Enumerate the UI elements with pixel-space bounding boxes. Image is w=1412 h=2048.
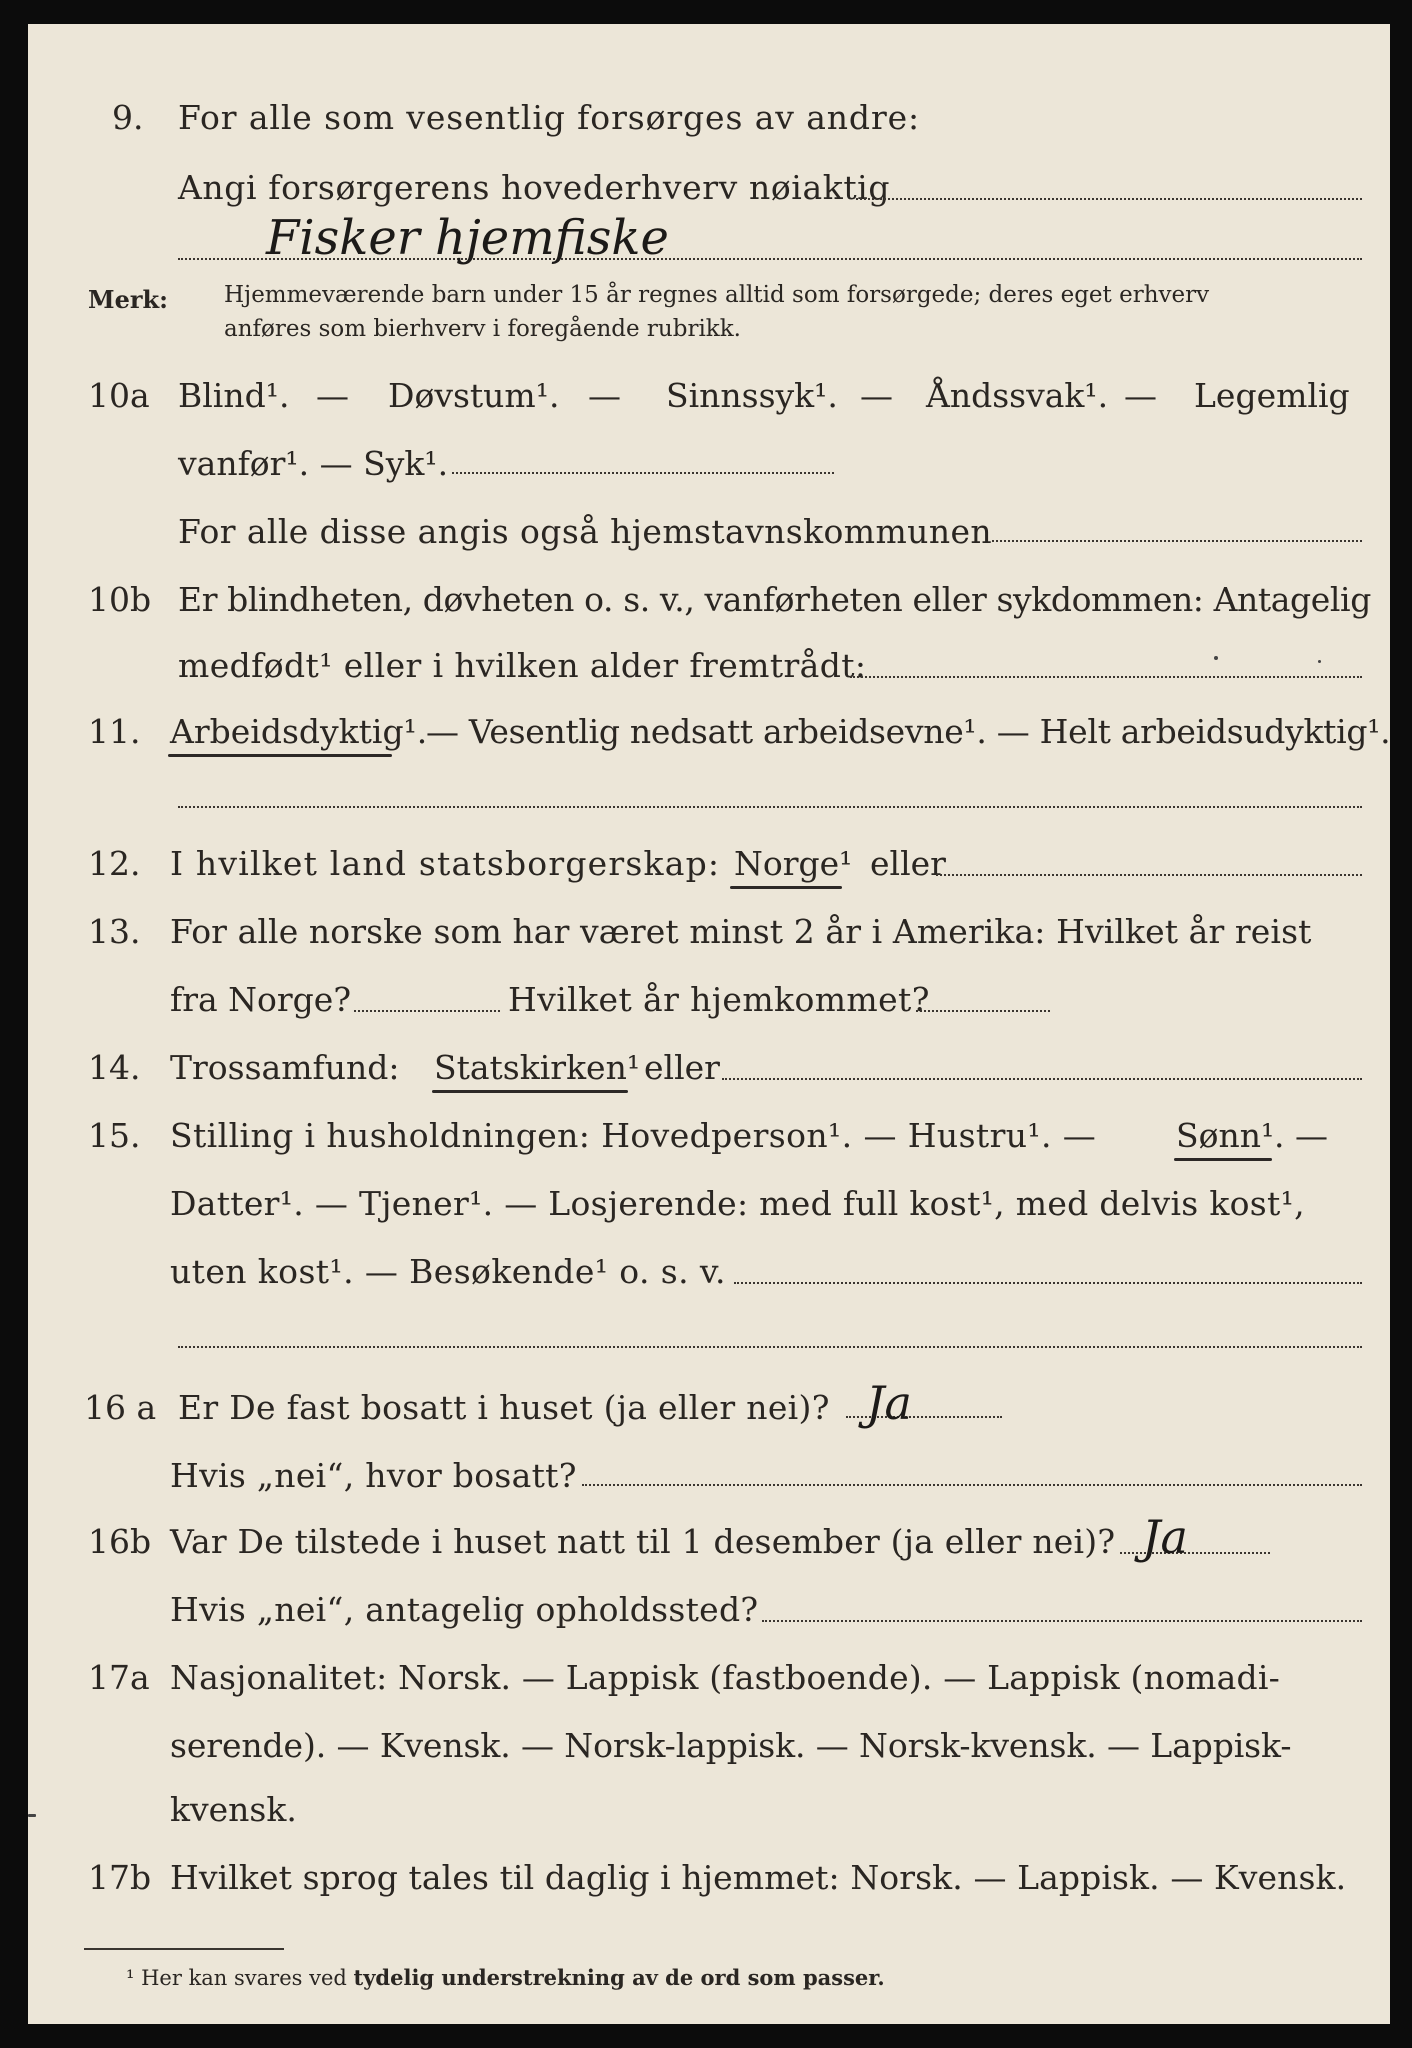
q15-answer-line [734,1282,1362,1284]
q10a-andssvak: Åndssvak¹. [926,376,1109,415]
q10a-line2: vanfør¹. — Syk¹. [178,444,449,483]
q13-reist-line [354,1010,500,1012]
q16b-number: 16b [88,1522,152,1561]
q10a-dovstum: Døvstum¹. [388,376,560,415]
q12-norge: Norge¹ [734,844,853,883]
ink-speck [1214,656,1218,660]
q12-answer-line [936,874,1362,876]
q15-underline [1174,1158,1272,1161]
q17a-line3: kvensk. [170,1790,297,1829]
q11-number: 11. [88,712,141,751]
footnote-plain: Her kan svares ved [141,1966,347,1990]
q13-fra-norge: fra Norge? [170,980,352,1019]
census-form-page [28,24,1390,2024]
q10a-sinnssyk: Sinnssyk¹. [666,376,838,415]
q14-eller: eller [644,1048,720,1087]
q10a-syk-line [452,472,834,474]
q10b-answer-line [850,676,1362,678]
q9-line1: For alle som vesentlig forsørges av andre: [178,98,921,137]
q12-eller: eller [870,844,946,883]
merk-label: Merk: [88,285,168,314]
q11-underline [168,754,392,757]
q12-underline [730,886,842,889]
q17b-line1: Hvilket sprog tales til daglig i hjemmet: Norsk. — Lappisk. — Kvensk. [170,1858,1347,1897]
merk-line1: Hjemmeværende barn under 15 år regnes alltid som forsørgede; deres eget erhverv [224,282,1210,308]
q16a-handwritten-answer: Ja [866,1376,912,1430]
q16b-line1: Var De tilstede i huset natt til 1 desember (ja eller nei)? [170,1522,1116,1561]
q15-line1: Stilling i husholdningen: Hovedperson¹. — Hustru¹. — [170,1116,1097,1155]
merk-line2: anføres som bierhverv i foregående rubrikk. [224,316,741,342]
q13-number: 13. [88,912,141,951]
q10a-dash4: — [1124,376,1157,415]
q11-answer-line [178,806,1362,808]
q15-line2: Datter¹. — Tjener¹. — Losjerende: med full kost¹, med delvis kost¹, [170,1184,1305,1223]
q10a-dash3: — [860,376,893,415]
q15-line1-end: . — [1274,1116,1328,1155]
q17a-line1: Nasjonalitet: Norsk. — Lappisk (fastboende). — Lappisk (nomadi- [170,1658,1280,1697]
footnote-rule [84,1948,284,1950]
q9-handwritten-answer: Fisker hjemfiske [266,210,669,266]
q9-number: 9. [112,98,144,137]
q16b-handwritten-answer: Ja [1142,1510,1188,1564]
q16a-number: 16 a [84,1388,157,1427]
q10a-number: 10a [88,376,150,415]
q16b-line2: Hvis „nei“, antagelig opholdssted? [170,1590,759,1629]
q10a-legemlig: Legemlig [1194,376,1350,415]
q10a-dash1: — [316,376,349,415]
q17b-number: 17b [88,1858,152,1897]
q9-line2: Angi forsørgerens hovederhverv nøiaktig [178,168,891,207]
q16a-line2: Hvis „nei“, hvor bosatt? [170,1456,577,1495]
q16a-line1: Er De fast bosatt i huset (ja eller nei)? [178,1388,830,1427]
q10a-blind: Blind¹. [178,376,290,415]
q11-rest: — Vesentlig nedsatt arbeidsevne¹. — Helt arbeidsudyktig¹. [426,712,1391,751]
ink-speck [28,1814,36,1817]
q17a-line2: serende). — Kvensk. — Norsk-lappisk. — Norsk-kvensk. — Lappisk- [170,1726,1292,1765]
q13-hjemkommet-line [916,1010,1050,1012]
q14-statskirken: Statskirken¹ [434,1048,641,1087]
q15-sonn: Sønn¹ [1176,1116,1275,1155]
q11-arbeidsdyktig: Arbeidsdyktig¹. [170,712,428,751]
q14-underline [432,1090,628,1093]
q12-number: 12. [88,844,141,883]
q14-answer-line [722,1078,1362,1080]
q13-line1: For alle norske som har været minst 2 år i Amerika: Hvilket år reist [170,912,1312,951]
q10b-line1: Er blindheten, døvheten o. s. v., vanførheten eller sykdommen: Antagelig [178,580,1371,619]
q15-answer-line-2 [178,1346,1362,1348]
footnote [126,1964,885,1992]
q15-line3: uten kost¹. — Besøkende¹ o. s. v. [170,1252,726,1291]
q12-prefix: I hvilket land statsborgerskap: [170,844,721,883]
q14-number: 14. [88,1048,141,1087]
q17a-number: 17a [88,1658,150,1697]
q10a-hjemstavn-line [992,540,1362,542]
q16b-opholdssted-line [762,1620,1362,1622]
q16a-bosatt-line [582,1484,1362,1486]
q10b-line2: medfødt¹ eller i hvilken alder fremtrådt: [178,646,867,685]
q9-answer-line [856,198,1362,200]
footnote-mark: ¹ [126,1966,135,1990]
footnote-bold: tydelig understrekning av de ord som passer. [353,1965,885,1990]
q14-prefix: Trossamfund: [170,1048,400,1087]
q10a-dash2: — [588,376,621,415]
ink-speck [1318,660,1321,663]
q10a-line3: For alle disse angis også hjemstavnskommunen [178,512,993,551]
q10b-number: 10b [88,580,152,619]
q15-number: 15. [88,1116,141,1155]
q13-hjemkommet: Hvilket år hjemkommet? [508,980,930,1019]
